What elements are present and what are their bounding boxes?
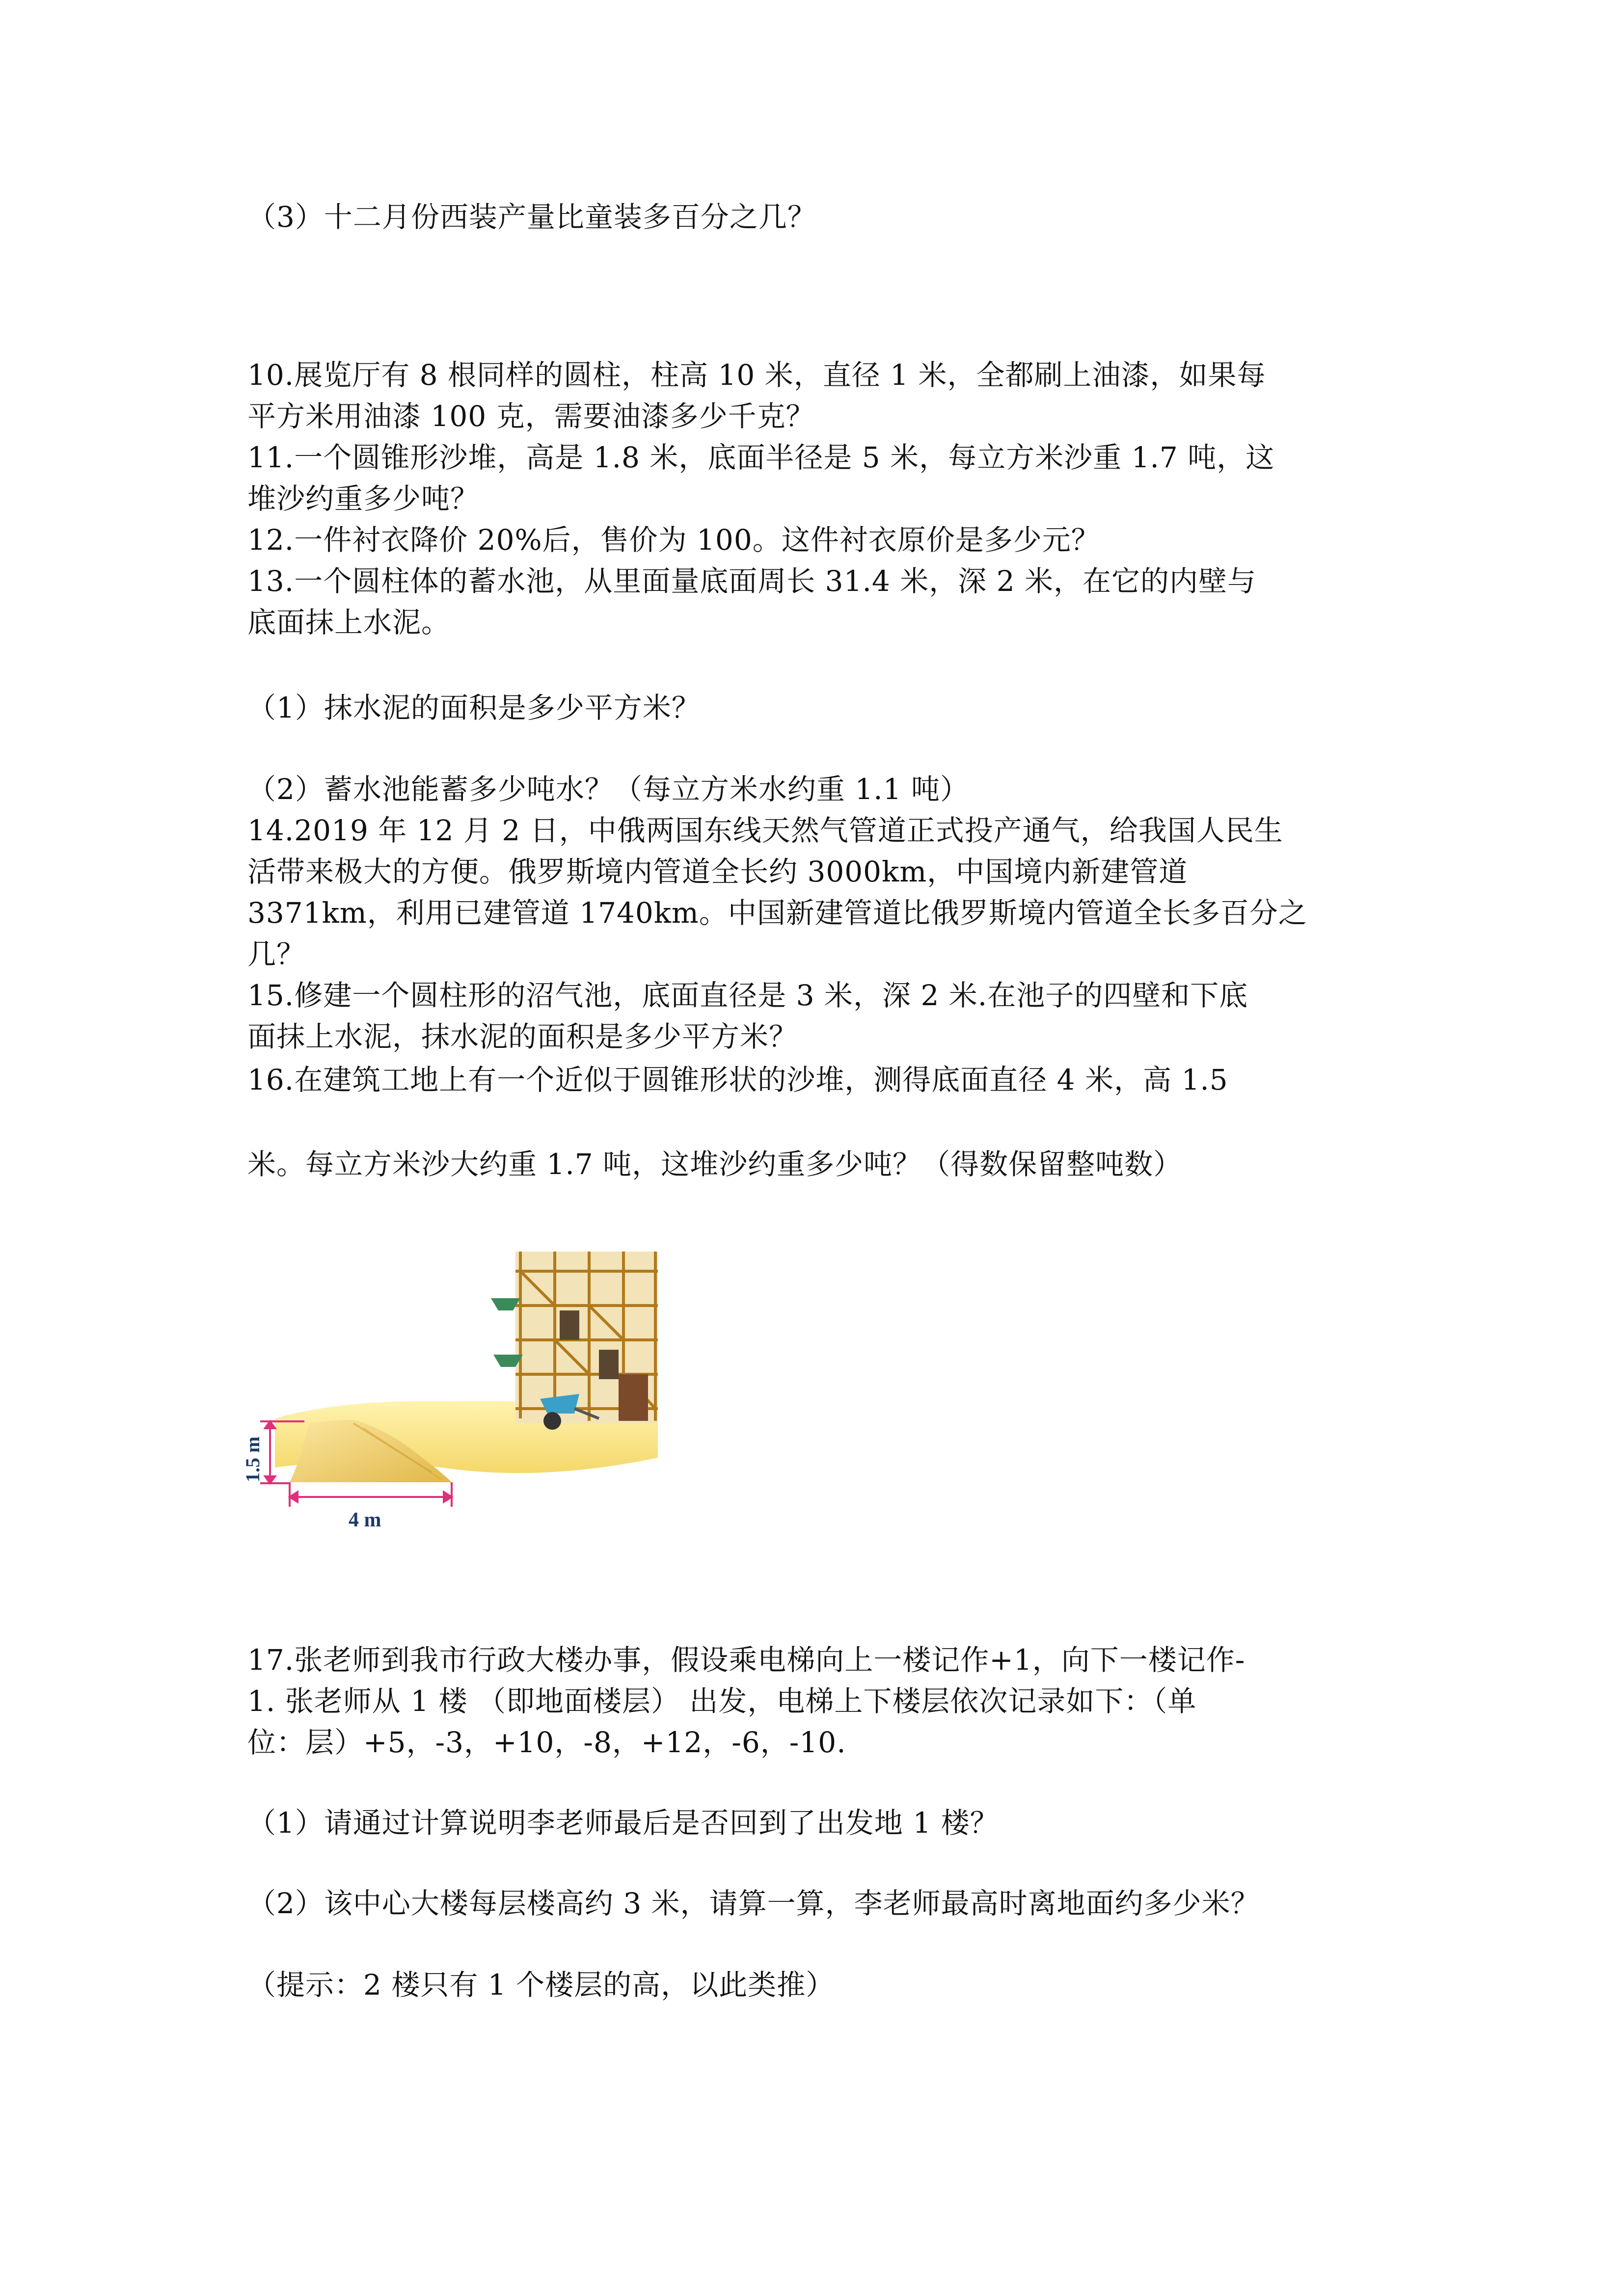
q14-line1: 14.2019 年 12 月 2 日，中俄两国东线天然气管道正式投产通气，给我国人民生: [247, 814, 1283, 847]
q14-line3: 3371km，利用已建管道 1740km。中国新建管道比俄罗斯境内管道全长多百分之: [247, 896, 1307, 930]
q17-line2: 1. 张老师从 1 楼 （即地面楼层） 出发，电梯上下楼层依次记录如下：（单: [247, 1684, 1197, 1718]
q13-line1: 13.一个圆柱体的蓄水池，从里面量底面周长 31.4 米，深 2 米，在它的内壁与: [247, 564, 1257, 598]
q16-line2: 米。每立方米沙大约重 1.7 吨，这堆沙约重多少吨？（得数保留整吨数）: [247, 1148, 1183, 1181]
q15-line2: 面抹上水泥，抹水泥的面积是多少平方米？: [247, 1020, 798, 1053]
q14-line2: 活带来极大的方便。俄罗斯境内管道全长约 3000km，中国境内新建管道: [247, 855, 1188, 888]
q11-line2: 堆沙约重多少吨？: [247, 482, 480, 515]
height-label: 1.5 m: [242, 1436, 264, 1482]
q14-line4: 几？: [247, 937, 306, 971]
q9-sub3: （3）十二月份西装产量比童装多百分之几？: [247, 200, 816, 234]
q13-sub2: （2）蓄水池能蓄多少吨水？（每立方米水约重 1.1 吨）: [247, 773, 970, 806]
q13-line2: 底面抹上水泥。: [247, 606, 451, 639]
q12-line1: 12.一件衬衣降价 20%后，售价为 100。这件衬衣原价是多少元？: [247, 523, 1100, 557]
q17-sub1: （1）请通过计算说明李老师最后是否回到了出发地 1 楼？: [247, 1806, 999, 1840]
q11-line1: 11.一个圆锥形沙堆，高是 1.8 米，底面半径是 5 米，每立方米沙重 1.7 吨，这: [247, 441, 1275, 474]
q16-line1: 16.在建筑工地上有一个近似于圆锥形状的沙堆，测得底面直径 4 米，高 1.5: [247, 1063, 1228, 1096]
q10-line1: 10.展览厅有 8 根同样的圆柱，柱高 10 米，直径 1 米，全都刷上油漆，如果每: [247, 358, 1266, 392]
q17-line1: 17.张老师到我市行政大楼办事，假设乘电梯向上一楼记作+1，向下一楼记作-: [247, 1643, 1245, 1677]
q10-line2: 平方米用油漆 100 克，需要油漆多少千克？: [247, 400, 815, 433]
q17-line3: 位：层）+5，-3，+10，-8，+12，-6，-10.: [247, 1726, 846, 1759]
sand-pile-illustration: [242, 1252, 668, 1566]
q17-sub2: （2）该中心大楼每层楼高约 3 米，请算一算，李老师最高时离地面约多少米？: [247, 1887, 1260, 1920]
q17-hint: （提示：2 楼只有 1 个楼层的高，以此类推）: [247, 1968, 835, 2002]
q13-sub1: （1）抹水泥的面积是多少平方米？: [247, 691, 701, 724]
q15-line1: 15.修建一个圆柱形的沼气池，底面直径是 3 米，深 2 米.在池子的四壁和下底: [247, 979, 1248, 1012]
diameter-dimension: [290, 1482, 452, 1507]
diameter-label: 4 m: [349, 1509, 381, 1531]
